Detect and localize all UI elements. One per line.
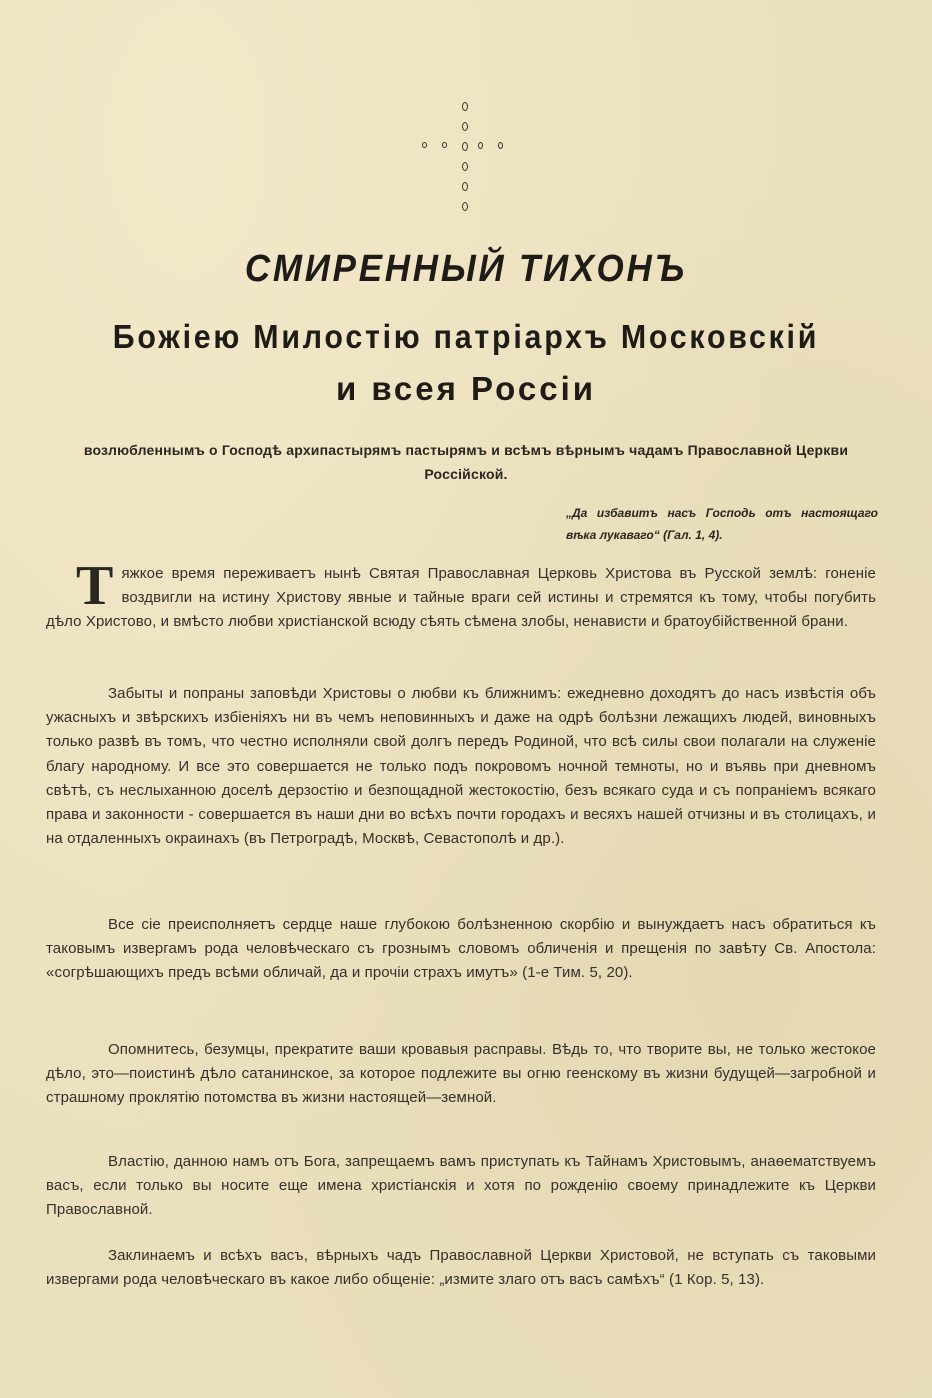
paragraph-1 <box>46 555 876 635</box>
paragraph-text: Все сіе преисполняетъ сердце наше глубокою болѣзненною скорбію и вынуждаетъ насъ обратиться къ таковымъ извергамъ рода человѣческаго съ грознымъ словомъ обличенія и прещенія по завѣту Св. Апостола: «согрѣшающихъ предъ всѣми обличай, да и прочіи страхъ имутъ» (1-е Тим. 5, 20). <box>46 916 876 982</box>
paragraph-text: Властію, данною намъ отъ Бога, запрещаемъ вамъ приступать къ Тайнамъ Христовымъ, анаѳематствуемъ васъ, если только вы носите еще имена христіанскія и хотя по рожденію своему принадлежите къ Церкви Православной. <box>46 1153 876 1219</box>
document-title: СМИРЕННЫЙ ТИХОНЪ <box>244 248 688 290</box>
paragraph-text: Забыты и попраны заповѣди Христовы о любви къ ближнимъ: ежедневно доходятъ до насъ извѣстія объ ужасныхъ и звѣрскихъ избіеніяхъ ни въ чемъ неповинныхъ и даже на одрѣ болѣзни лежащихъ людей, виновныхъ только развѣ въ томъ, что честно исполняли свой долгъ передъ Родиной, что всѣ силы свои полагали на служеніе благу народному. И все это совершается не только подъ покровомъ ночной темноты, но и въявь при дневномъ свѣтѣ, съ неслыханною доселѣ дерзостію и безпощадной жестокостію, безъ всякаго суда и съ попраніемъ всякаго права и законности - совершается въ наши дни во всѣхъ почти городахъ и весяхъ нашей отчизны и въ столицахъ, и на отдаленныхъ окраинахъ (въ Петроградѣ, Москвѣ, Севастополѣ и др.). <box>46 685 876 848</box>
paragraph-3 <box>46 913 876 986</box>
subtitle-line-1: Божіею Милостію патріархъ Московскій <box>112 318 820 355</box>
paragraph-text: яжкое время переживаетъ нынѣ Святая Православная Церковь Христова въ Русской землѣ: гоненіе воздвигли на истину Христову явные и тайные враги сей истины и стремятся къ тому, чтобы погубить дѣло Христово, и вмѣсто любви христіанской всюду сѣять сѣмена злобы, ненависти и братоубійственной брани. <box>46 565 876 631</box>
paragraph-6 <box>46 1244 876 1292</box>
paragraph-text: Опомнитесь, безумцы, прекратите ваши кровавыя расправы. Вѣдь то, что творите вы, не только жестокое дѣло, это—поистинѣ дѣло сатанинское, за которое подлежите вы огню геенскому въ жизни будущей—загробной и страшному проклятію потомства въ жизни настоящей—земной. <box>46 1041 876 1107</box>
paragraph-5 <box>46 1150 876 1223</box>
drop-cap: Т <box>76 555 114 617</box>
address-line: возлюбленнымъ о Господѣ архипастырямъ пастырямъ и всѣмъ вѣрнымъ чадамъ Православной Церкви Россійской. <box>83 442 849 482</box>
epigraph: „Да избавитъ насъ Господь отъ настоящаго вѣка лукаваго“ (Гал. 1, 4). <box>566 506 878 542</box>
paragraph-text: Заклинаемъ и всѣхъ васъ, вѣрныхъ чадъ Православной Церкви Христовой, не вступать съ таковыми извергами рода человѣческаго въ какое либо общеніе: „измите злаго отъ васъ самѣхъ“ (1 Кор. 5, 13). <box>46 1247 876 1289</box>
subtitle-line-2: и всея Россіи <box>335 370 597 407</box>
paragraph-4 <box>46 1038 876 1111</box>
paragraph-2 <box>46 682 876 851</box>
cross-ornament-icon <box>420 100 510 220</box>
